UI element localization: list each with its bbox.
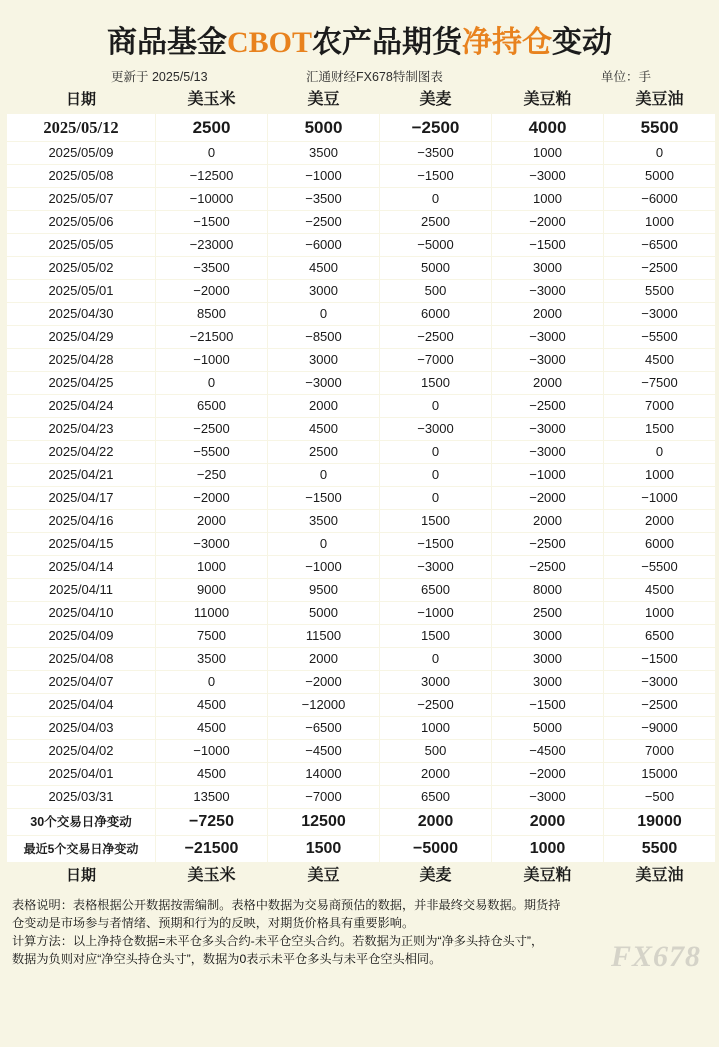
- table-row: [7, 372, 715, 394]
- cell-美豆: −7000: [268, 786, 379, 808]
- row-date: 2025/04/03: [7, 717, 155, 739]
- cell-美玉米: 11000: [156, 602, 267, 624]
- row-date: 2025/04/02: [7, 740, 155, 762]
- note-line-3: 计算方法：以上净持仓数据=未平仓多头合约-未平仓空头合约。若数据为正则为“净多头持仓头寸”，: [12, 934, 544, 948]
- cell-美豆油: 1000: [604, 602, 715, 624]
- cell-美豆: 2000: [268, 648, 379, 670]
- table-row: [7, 556, 715, 578]
- cell-美豆粕: −3000: [492, 786, 603, 808]
- table-row: [7, 786, 715, 808]
- table-row: [7, 257, 715, 279]
- summary-label: 最近5个交易日净变动: [7, 836, 155, 862]
- cell-美豆粕: 3000: [492, 257, 603, 279]
- summary-cell-美豆: 1500: [268, 836, 379, 862]
- table-row: [7, 648, 715, 670]
- column-footer-row-cell-3: 美麦: [380, 863, 491, 889]
- cell-美麦: −3000: [380, 418, 491, 440]
- cell-美麦: −1500: [380, 533, 491, 555]
- cell-美豆油: −6500: [604, 234, 715, 256]
- source-label: 汇通财经FX678特制图表: [306, 70, 443, 84]
- cell-美麦: 6500: [380, 579, 491, 601]
- row-date: 2025/05/02: [7, 257, 155, 279]
- row-date: 2025/04/24: [7, 395, 155, 417]
- cell-美豆: −3500: [268, 188, 379, 210]
- summary-cell-美玉米: −7250: [156, 809, 267, 835]
- cell-美豆: 14000: [268, 763, 379, 785]
- column-footer-row: [7, 863, 715, 889]
- table-row: [7, 671, 715, 693]
- cell-美豆: 0: [268, 303, 379, 325]
- cell-美麦: 0: [380, 648, 491, 670]
- cell-美玉米: 8500: [156, 303, 267, 325]
- column-header-row-cell-0: 日期: [7, 87, 155, 113]
- cell-美豆粕: 3000: [492, 625, 603, 647]
- cell-美玉米: −250: [156, 464, 267, 486]
- cell-美玉米: −1500: [156, 211, 267, 233]
- positions-table: [6, 86, 716, 890]
- row-date: 2025/04/01: [7, 763, 155, 785]
- cell-美豆粕: 2500: [492, 602, 603, 624]
- cell-美豆油: 15000: [604, 763, 715, 785]
- cell-美豆: −1000: [268, 556, 379, 578]
- cell-美麦: −3000: [380, 556, 491, 578]
- table-row: [7, 602, 715, 624]
- cell-美玉米: 0: [156, 372, 267, 394]
- cell-美玉米: 13500: [156, 786, 267, 808]
- cell-美豆油: −500: [604, 786, 715, 808]
- cell-美玉米: −2000: [156, 487, 267, 509]
- cell-美麦: 5000: [380, 257, 491, 279]
- cell-美豆粕: −1000: [492, 464, 603, 486]
- cell-美豆: 3500: [268, 142, 379, 164]
- cell-美麦: 2000: [380, 763, 491, 785]
- cell-美豆: 2500: [268, 441, 379, 463]
- row-date: 2025/04/17: [7, 487, 155, 509]
- cell-美豆: −1000: [268, 165, 379, 187]
- cell-美豆油: 1000: [604, 464, 715, 486]
- row-date: 2025/03/31: [7, 786, 155, 808]
- column-header-row-cell-3: 美麦: [380, 87, 491, 113]
- summary-row: [7, 809, 715, 835]
- unit-label: 单位：手: [600, 70, 651, 84]
- cell-美豆: −2000: [268, 671, 379, 693]
- cell-美豆油: −7500: [604, 372, 715, 394]
- title-accent-cbot: CBOT: [226, 26, 313, 59]
- cell-美豆油: 5500: [604, 114, 715, 141]
- column-header-row: [7, 87, 715, 113]
- cell-美豆油: −5500: [604, 556, 715, 578]
- cell-美豆: 0: [268, 464, 379, 486]
- cell-美麦: 0: [380, 464, 491, 486]
- cell-美豆油: 7000: [604, 740, 715, 762]
- cell-美豆油: 0: [604, 142, 715, 164]
- row-date: 2025/04/28: [7, 349, 155, 371]
- cell-美豆粕: 8000: [492, 579, 603, 601]
- column-header-row-cell-2: 美豆: [268, 87, 379, 113]
- row-date: 2025/04/14: [7, 556, 155, 578]
- cell-美麦: 6000: [380, 303, 491, 325]
- cell-美豆油: −2500: [604, 694, 715, 716]
- cell-美麦: 500: [380, 280, 491, 302]
- table-row: [7, 533, 715, 555]
- cell-美豆油: 4500: [604, 579, 715, 601]
- table-row: [7, 740, 715, 762]
- row-date: 2025/04/07: [7, 671, 155, 693]
- summary-cell-美麦: −5000: [380, 836, 491, 862]
- cell-美豆: 5000: [268, 602, 379, 624]
- cell-美麦: 1500: [380, 372, 491, 394]
- column-footer-row-cell-1: 美玉米: [156, 863, 267, 889]
- cell-美豆: 3000: [268, 280, 379, 302]
- cell-美玉米: 7500: [156, 625, 267, 647]
- row-date: 2025/04/09: [7, 625, 155, 647]
- title-part2: 农产品: [312, 26, 403, 59]
- cell-美玉米: −21500: [156, 326, 267, 348]
- cell-美麦: −5000: [380, 234, 491, 256]
- row-date: 2025/05/08: [7, 165, 155, 187]
- cell-美豆: −2500: [268, 211, 379, 233]
- cell-美豆: 4500: [268, 418, 379, 440]
- cell-美麦: 1500: [380, 510, 491, 532]
- cell-美玉米: 0: [156, 671, 267, 693]
- cell-美豆粕: −2000: [492, 211, 603, 233]
- cell-美麦: 0: [380, 441, 491, 463]
- table-row: [7, 114, 715, 141]
- cell-美玉米: 4500: [156, 763, 267, 785]
- table-row: [7, 165, 715, 187]
- row-date: 2025/04/21: [7, 464, 155, 486]
- summary-label: 30个交易日净变动: [7, 809, 155, 835]
- cell-美豆: 5000: [268, 114, 379, 141]
- cell-美玉米: 1000: [156, 556, 267, 578]
- cell-美豆粕: 5000: [492, 717, 603, 739]
- cell-美豆粕: −1500: [492, 694, 603, 716]
- cell-美豆油: 2000: [604, 510, 715, 532]
- cell-美豆油: −5500: [604, 326, 715, 348]
- cell-美豆: 0: [268, 533, 379, 555]
- cell-美豆粕: 1000: [492, 188, 603, 210]
- cell-美麦: 6500: [380, 786, 491, 808]
- table-row: [7, 441, 715, 463]
- title-part1: 商品基金: [106, 26, 227, 59]
- cell-美麦: 0: [380, 395, 491, 417]
- column-footer-row-cell-2: 美豆: [268, 863, 379, 889]
- cell-美豆油: −1500: [604, 648, 715, 670]
- cell-美豆油: −9000: [604, 717, 715, 739]
- note-line-1: 表格说明：表格根据公开数据按需编制。表格中数据为交易商预估的数据，并非最终交易数据。期货持: [12, 898, 561, 912]
- row-date: 2025/04/23: [7, 418, 155, 440]
- cell-美玉米: −2000: [156, 280, 267, 302]
- cell-美玉米: −2500: [156, 418, 267, 440]
- summary-cell-美豆粕: 1000: [492, 836, 603, 862]
- cell-美豆: −4500: [268, 740, 379, 762]
- cell-美豆粕: −1500: [492, 234, 603, 256]
- cell-美豆粕: 3000: [492, 671, 603, 693]
- cell-美玉米: 2000: [156, 510, 267, 532]
- cell-美玉米: −3000: [156, 533, 267, 555]
- summary-row: [7, 836, 715, 862]
- cell-美豆粕: −3000: [492, 418, 603, 440]
- row-date: 2025/04/25: [7, 372, 155, 394]
- notes-block: [12, 897, 709, 973]
- cell-美麦: −2500: [380, 114, 491, 141]
- table-row: [7, 510, 715, 532]
- table-row: [7, 487, 715, 509]
- note-line-4: 数据为负则对应“净空头持仓头寸”，数据为0表示未平仓多头与未平仓空头相同。: [12, 952, 442, 966]
- title-part4: 变动: [552, 26, 613, 59]
- column-header-row-cell-4: 美豆粕: [492, 87, 603, 113]
- cell-美豆粕: −3000: [492, 441, 603, 463]
- cell-美玉米: 4500: [156, 717, 267, 739]
- table-row: [7, 280, 715, 302]
- cell-美麦: −1500: [380, 165, 491, 187]
- page-title: [6, 0, 713, 64]
- cell-美豆: −6000: [268, 234, 379, 256]
- summary-cell-美豆粕: 2000: [492, 809, 603, 835]
- row-date: 2025/04/22: [7, 441, 155, 463]
- cell-美豆油: 6500: [604, 625, 715, 647]
- cell-美玉米: 3500: [156, 648, 267, 670]
- table-row: [7, 395, 715, 417]
- summary-cell-美豆油: 5500: [604, 836, 715, 862]
- cell-美玉米: −1000: [156, 740, 267, 762]
- cell-美豆: 4500: [268, 257, 379, 279]
- column-header-row-cell-1: 美玉米: [156, 87, 267, 113]
- cell-美豆粕: −3000: [492, 349, 603, 371]
- row-date: 2025/04/16: [7, 510, 155, 532]
- row-date: 2025/04/08: [7, 648, 155, 670]
- cell-美豆: 9500: [268, 579, 379, 601]
- table-row: [7, 625, 715, 647]
- cell-美麦: 1500: [380, 625, 491, 647]
- row-date: 2025/04/10: [7, 602, 155, 624]
- cell-美豆粕: −3000: [492, 165, 603, 187]
- row-date: 2025/05/09: [7, 142, 155, 164]
- cell-美豆油: 4500: [604, 349, 715, 371]
- column-header-row-cell-5: 美豆油: [604, 87, 715, 113]
- column-footer-row-cell-4: 美豆粕: [492, 863, 603, 889]
- row-date: 2025/05/07: [7, 188, 155, 210]
- cell-美豆粕: −2000: [492, 763, 603, 785]
- cell-美豆粕: −2000: [492, 487, 603, 509]
- cell-美豆油: 5500: [604, 280, 715, 302]
- table-row: [7, 188, 715, 210]
- cell-美豆粕: −2500: [492, 533, 603, 555]
- table-row: [7, 234, 715, 256]
- cell-美玉米: 4500: [156, 694, 267, 716]
- row-date: 2025/05/01: [7, 280, 155, 302]
- cell-美豆: −8500: [268, 326, 379, 348]
- cell-美豆油: −1000: [604, 487, 715, 509]
- cell-美豆粕: 4000: [492, 114, 603, 141]
- cell-美豆油: 1000: [604, 211, 715, 233]
- cell-美麦: −1000: [380, 602, 491, 624]
- table-row: [7, 418, 715, 440]
- cell-美豆油: 0: [604, 441, 715, 463]
- table-row: [7, 579, 715, 601]
- column-footer-row-cell-0: 日期: [7, 863, 155, 889]
- cell-美豆粕: 3000: [492, 648, 603, 670]
- column-footer-row-cell-5: 美豆油: [604, 863, 715, 889]
- cell-美豆油: −2500: [604, 257, 715, 279]
- updated-label: 更新于 2025/5/13: [111, 70, 208, 84]
- cell-美麦: 0: [380, 188, 491, 210]
- cell-美豆粕: 2000: [492, 510, 603, 532]
- cell-美豆: −12000: [268, 694, 379, 716]
- cell-美豆粕: −3000: [492, 326, 603, 348]
- cell-美麦: −2500: [380, 694, 491, 716]
- table-row: [7, 303, 715, 325]
- cell-美豆油: −6000: [604, 188, 715, 210]
- cell-美玉米: −23000: [156, 234, 267, 256]
- sub-header: [6, 64, 713, 86]
- cell-美麦: 500: [380, 740, 491, 762]
- row-date: 2025/05/05: [7, 234, 155, 256]
- cell-美麦: 0: [380, 487, 491, 509]
- row-date: 2025/05/06: [7, 211, 155, 233]
- table-row: [7, 142, 715, 164]
- cell-美豆油: −3000: [604, 671, 715, 693]
- cell-美玉米: −1000: [156, 349, 267, 371]
- row-date: 2025/04/04: [7, 694, 155, 716]
- cell-美玉米: −10000: [156, 188, 267, 210]
- cell-美豆粕: −3000: [492, 280, 603, 302]
- cell-美豆: −6500: [268, 717, 379, 739]
- table-row: [7, 763, 715, 785]
- table-row: [7, 211, 715, 233]
- row-date: 2025/05/12: [7, 114, 155, 141]
- row-date: 2025/04/15: [7, 533, 155, 555]
- summary-cell-美豆: 12500: [268, 809, 379, 835]
- cell-美豆油: 1500: [604, 418, 715, 440]
- cell-美麦: −3500: [380, 142, 491, 164]
- cell-美麦: −7000: [380, 349, 491, 371]
- cell-美豆油: 5000: [604, 165, 715, 187]
- table-row: [7, 464, 715, 486]
- cell-美豆粕: 2000: [492, 372, 603, 394]
- cell-美豆油: −3000: [604, 303, 715, 325]
- summary-cell-美豆油: 19000: [604, 809, 715, 835]
- table-row: [7, 326, 715, 348]
- cell-美豆: 11500: [268, 625, 379, 647]
- summary-cell-美玉米: −21500: [156, 836, 267, 862]
- cell-美麦: 3000: [380, 671, 491, 693]
- cell-美玉米: −5500: [156, 441, 267, 463]
- cell-美豆粕: −2500: [492, 556, 603, 578]
- cell-美豆: −1500: [268, 487, 379, 509]
- cell-美玉米: −3500: [156, 257, 267, 279]
- cell-美豆: 3000: [268, 349, 379, 371]
- table-row: [7, 717, 715, 739]
- table-row: [7, 349, 715, 371]
- cell-美豆粕: 2000: [492, 303, 603, 325]
- cell-美玉米: 9000: [156, 579, 267, 601]
- note-line-2: 仓变动是市场参与者情绪、预期和行为的反映，对期货价格具有重要影响。: [12, 916, 415, 930]
- row-date: 2025/04/29: [7, 326, 155, 348]
- table-row: [7, 694, 715, 716]
- cell-美豆: 2000: [268, 395, 379, 417]
- cell-美玉米: 2500: [156, 114, 267, 141]
- cell-美玉米: 0: [156, 142, 267, 164]
- cell-美豆: −3000: [268, 372, 379, 394]
- title-part3: 期货: [402, 26, 463, 59]
- watermark: FX678: [610, 940, 701, 973]
- cell-美麦: −2500: [380, 326, 491, 348]
- cell-美麦: 2500: [380, 211, 491, 233]
- cell-美豆油: 7000: [604, 395, 715, 417]
- cell-美玉米: −12500: [156, 165, 267, 187]
- row-date: 2025/04/11: [7, 579, 155, 601]
- table-body: [7, 87, 715, 889]
- title-accent-net: 净持仓: [462, 26, 553, 59]
- cell-美豆: 3500: [268, 510, 379, 532]
- cell-美豆粕: 1000: [492, 142, 603, 164]
- cell-美麦: 1000: [380, 717, 491, 739]
- row-date: 2025/04/30: [7, 303, 155, 325]
- cell-美豆粕: −4500: [492, 740, 603, 762]
- summary-cell-美麦: 2000: [380, 809, 491, 835]
- cell-美玉米: 6500: [156, 395, 267, 417]
- cell-美豆粕: −2500: [492, 395, 603, 417]
- cell-美豆油: 6000: [604, 533, 715, 555]
